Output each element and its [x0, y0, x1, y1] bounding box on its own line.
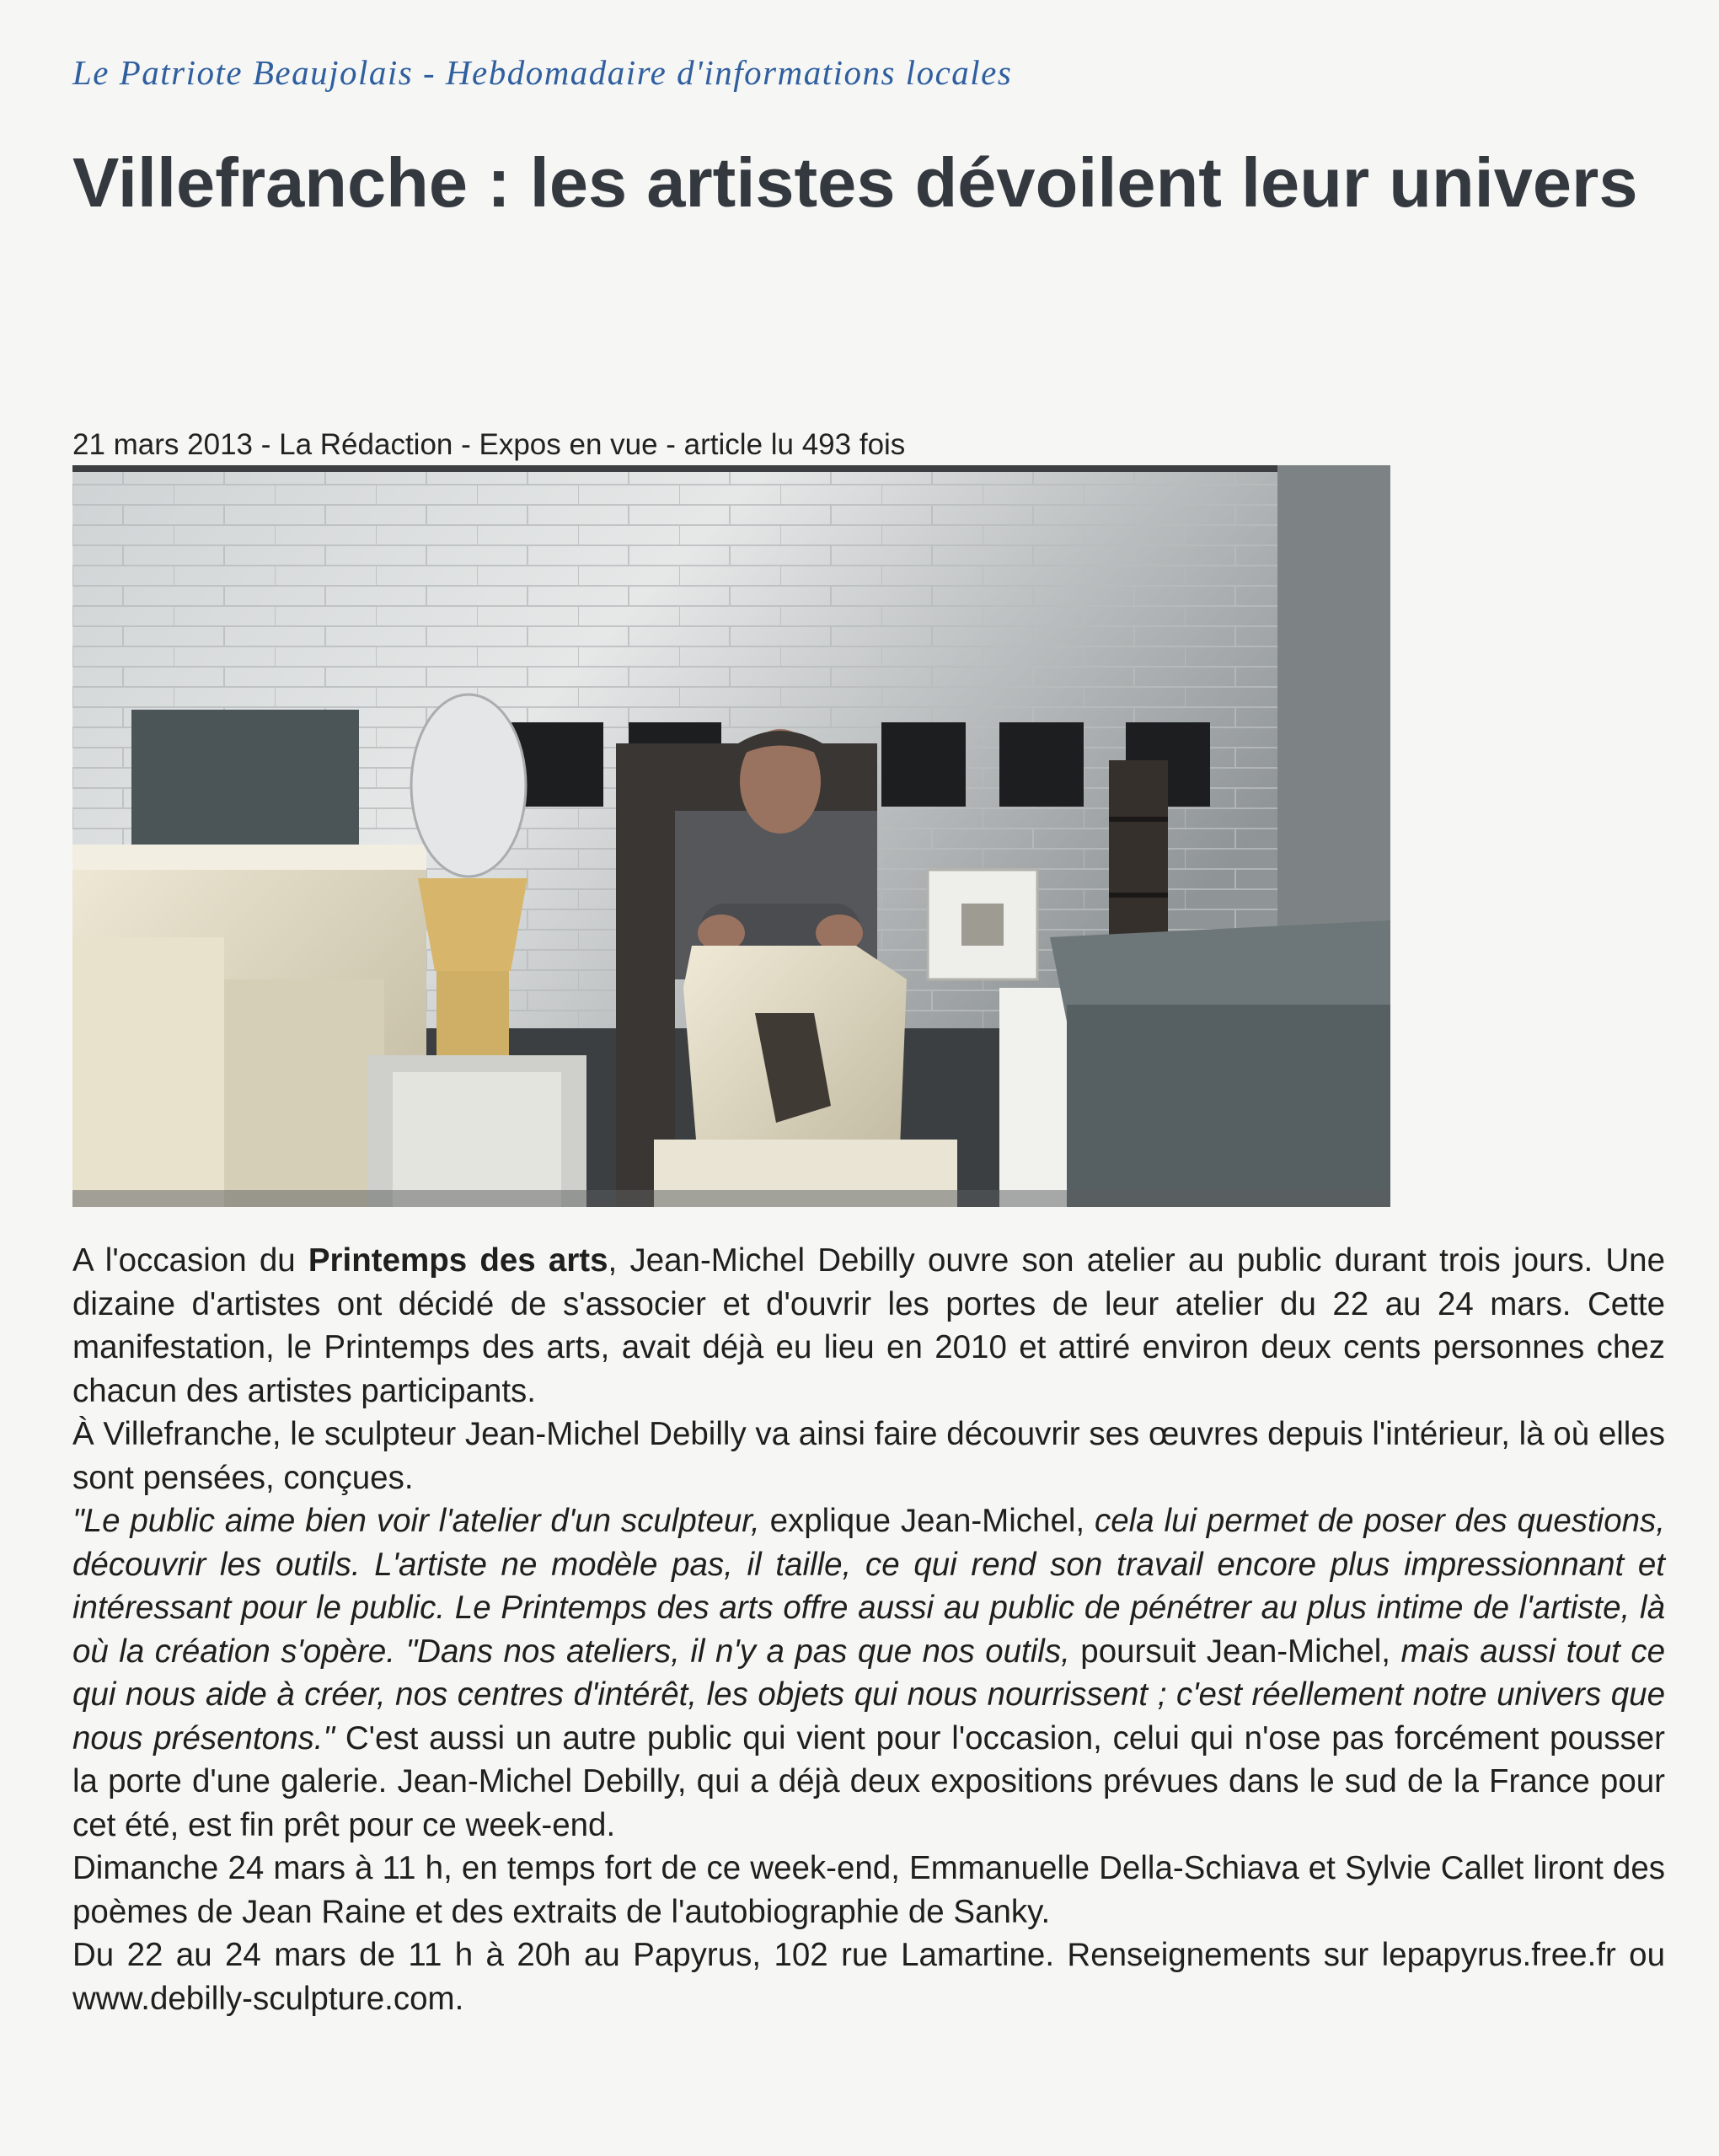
masthead: Le Patriote Beaujolais - Hebdomadaire d'informations locales [72, 53, 1013, 92]
paragraph-3 [72, 1499, 1665, 1847]
article-body [72, 1239, 1665, 2020]
paragraph-1-text: , Jean-Michel Debilly ouvre son atelier au public durant trois jours. Une dizaine d'artistes ont décidé de s'associer et d'ouvrir les portes de leur atelier du 22 au 24 mars. Cette manifestation, le Printemps des arts, avait déjà eu lieu en 2010 et attiré environ deux cents personnes chez chacun des artistes participants. [72, 1242, 1665, 1409]
paragraph-5: Du 22 au 24 mars de 11 h à 20h au Papyrus, 102 rue Lamartine. Renseignements sur lepapyrus.free.fr ou www.debilly-sculpture.com. [72, 1937, 1665, 2017]
quote-1: "Le public aime bien voir l'atelier d'un sculpteur, [72, 1503, 760, 1539]
event-name: Printemps des arts [308, 1242, 608, 1279]
paragraph-1-lead: A l'occasion du [72, 1242, 308, 1279]
attribution-1: explique Jean-Michel, [759, 1503, 1095, 1539]
paragraph-3-text: C'est aussi un autre public qui vient pour l'occasion, celui qui n'ose pas forcément pousser la porte d'une galerie. Jean-Michel Debilly, qui a déjà deux expositions prévues dans le sud de la France pour cet été, est fin prêt pour ce week-end. [72, 1719, 1665, 1843]
sculptor-studio-photo [72, 465, 1390, 1207]
paragraph-2: À Villefranche, le sculpteur Jean-Michel Debilly va ainsi faire découvrir ses œuvres depuis l'intérieur, là où elles sont pensées, conçues. [72, 1416, 1665, 1496]
paragraph-4: Dimanche 24 mars à 11 h, en temps fort de ce week-end, Emmanuelle Della-Schiava et Sylvie Callet liront des poèmes de Jean Raine et des extraits de l'autobiographie de Sanky. [72, 1850, 1665, 1930]
attribution-2: poursuit Jean-Michel, [1069, 1633, 1401, 1670]
headline: Villefranche : les artistes dévoilent leur univers [72, 143, 1638, 222]
quote-3: mais aussi tout ce qui nous aide à créer, nos centres d'intérêt, les objets qui nous nourrissent ; c'est réellement notre univers que nous présentons." [72, 1633, 1666, 1756]
show-through-masthead [1239, 46, 1249, 93]
dateline: 21 mars 2013 - La Rédaction - Expos en vue - article lu 493 fois [72, 428, 906, 461]
paragraph-1 [72, 1239, 1665, 1413]
quote-2: cela lui permet de poser des questions, découvrir les outils. L'artiste ne modèle pas, il taille, ce qui rend son travail encore plus impressionnant et intéressant pour le public. Le Printemps des arts offre aussi au public de pénétrer au plus intime de l'artiste, là où la création s'opère. "Dans nos ateliers, il n'y a pas que nos outils, [72, 1503, 1665, 1670]
